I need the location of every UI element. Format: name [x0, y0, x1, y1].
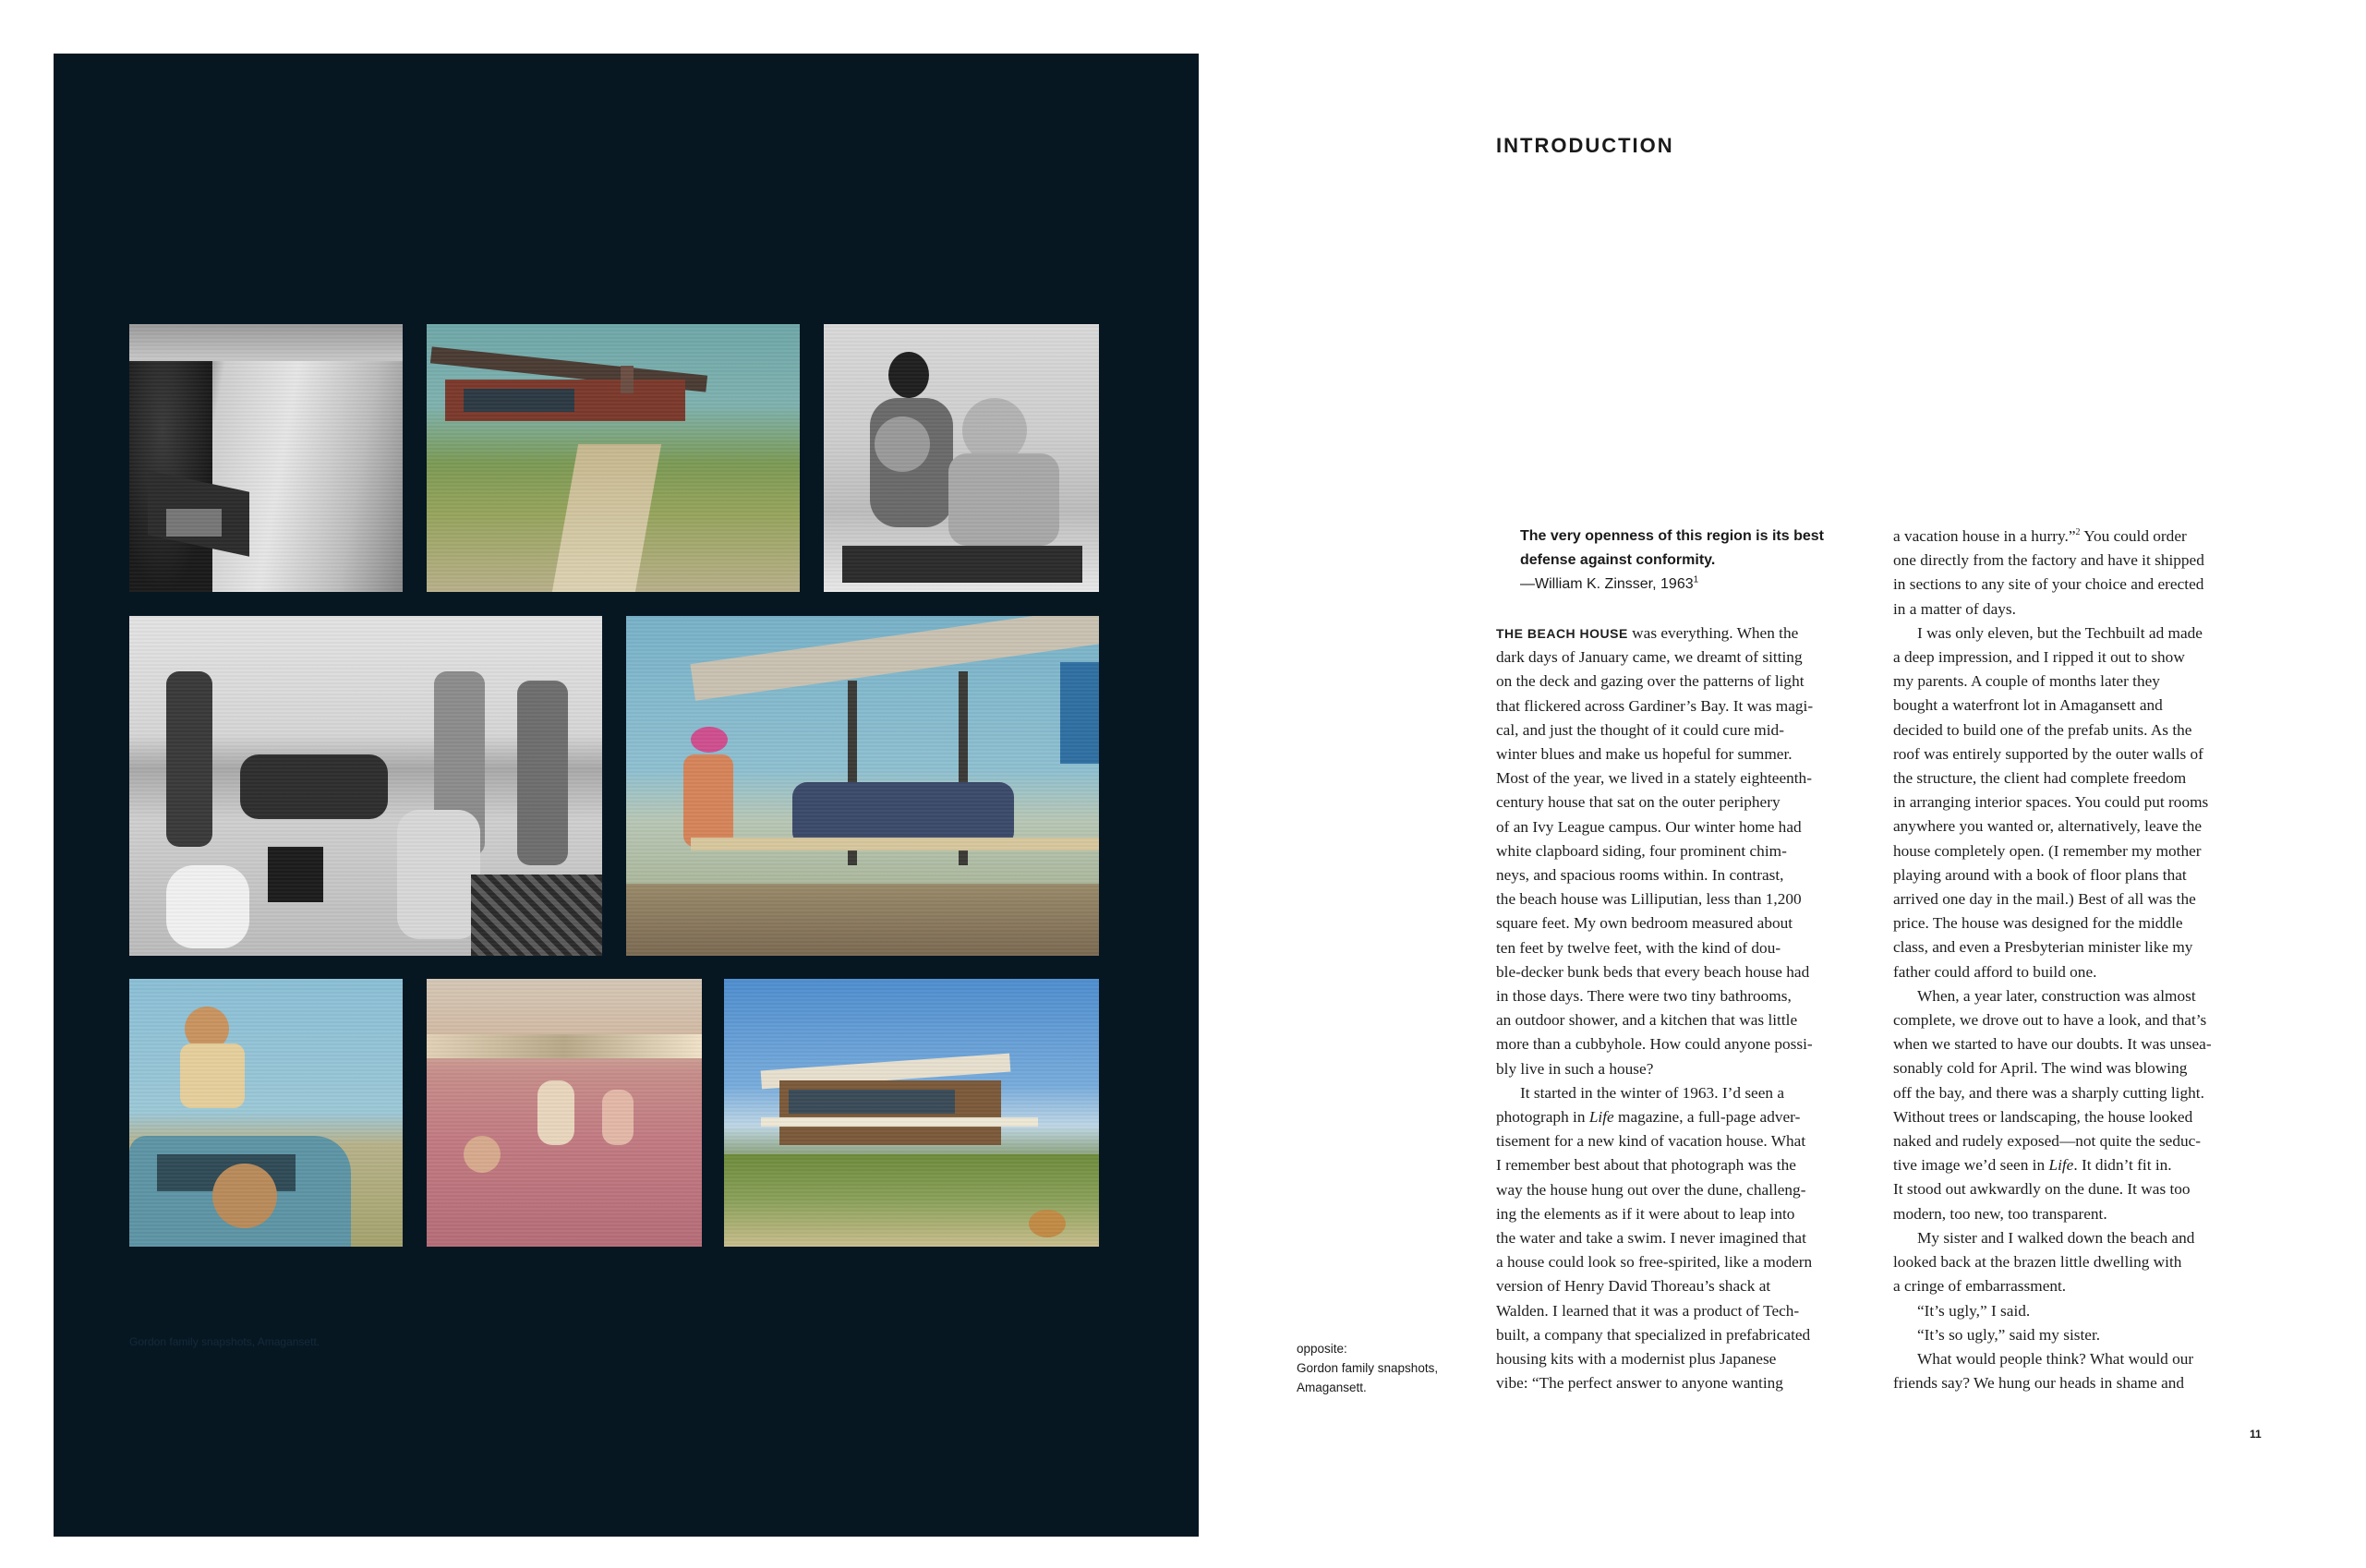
text-line: It stood out awkwardly on the dune. It was too	[1893, 1180, 2191, 1199]
text-line: I remember best about that photograph was the	[1496, 1156, 1796, 1175]
text-line: ing the elements as if it were about to leap into	[1496, 1204, 1795, 1223]
text-line: I was only eleven, but the Techbuilt ad made	[1917, 623, 2203, 642]
text-line: ten feet by twelve feet, with the kind of dou-	[1496, 938, 1781, 957]
text-line: photograph in Life magazine, a full-page adver-	[1496, 1108, 1801, 1127]
text-line: sonably cold for April. The wind was blowing	[1893, 1059, 2188, 1078]
epigraph-attribution: —William K. Zinsser, 1963$^1$	[1520, 574, 1699, 592]
photo-bw-beach-picnic	[129, 616, 602, 956]
text-line: “It’s so ugly,” said my sister.	[1917, 1325, 2101, 1344]
text-line: that flickered across Gardiner’s Bay. It was magi-	[1496, 696, 1814, 715]
text-line: It started in the winter of 1963. I’d seen a	[1520, 1083, 1785, 1102]
text-line: way the house hung out over the dune, challeng-	[1496, 1180, 1806, 1199]
text-line: century house that sat on the outer periphery	[1496, 793, 1781, 812]
text-line: Without trees or landscaping, the house looked	[1893, 1107, 2193, 1126]
side-caption-line-2: Amagansett.	[1297, 1381, 1367, 1394]
text-line: my parents. A couple of months later they	[1893, 672, 2160, 691]
text-line: ble-decker bunk beds that every beach house had	[1496, 962, 1810, 981]
text-line: Walden. I learned that it was a product of Tech-	[1496, 1301, 1800, 1320]
text-line: when we started to have our doubts. It was unsea-	[1893, 1035, 2212, 1054]
text-line: cal, and just the thought of it could cure mid-	[1496, 720, 1784, 739]
text-line: roof was entirely supported by the outer walls of	[1893, 744, 2203, 763]
text-line: neys, and spacious rooms within. In contrast,	[1496, 866, 1784, 885]
text-line: playing around with a book of floor plans that	[1893, 865, 2187, 884]
body-text-column-left	[1496, 621, 1893, 1396]
text-line: house completely open. (I remember my mother	[1893, 841, 2202, 860]
text-line: off the bay, and there was a sharply cutting light.	[1893, 1083, 2204, 1102]
text-line: in arranging interior spaces. You could put rooms	[1893, 793, 2209, 812]
epigraph-quote-line-2: defense against conformity.	[1520, 552, 1716, 568]
photo-color-house-side-view	[724, 979, 1099, 1247]
text-line: an outdoor shower, and a kitchen that was little	[1496, 1011, 1798, 1030]
text-line: When, a year later, construction was almost	[1917, 986, 2196, 1005]
page-number: 11	[2250, 1428, 2262, 1441]
epigraph	[1520, 525, 1871, 597]
text-line: vibe: “The perfect answer to anyone wanting	[1496, 1374, 1783, 1393]
text-line: in a matter of days.	[1893, 599, 2016, 618]
text-line: anywhere you wanted or, alternatively, leave the	[1893, 817, 2203, 836]
text-line: version of Henry David Thoreau’s shack at	[1496, 1277, 1771, 1296]
footnote-marker: 1	[1693, 574, 1699, 585]
epigraph-quote-line-1: The very openness of this region is its best	[1520, 528, 1824, 544]
text-line: square feet. My own bedroom measured about	[1496, 914, 1793, 933]
text-line: bought a waterfront lot in Amagansett and	[1893, 696, 2163, 715]
lead-in: THE BEACH HOUSE	[1496, 626, 1628, 641]
page-heading: INTRODUCTION	[1496, 134, 1674, 157]
text-line: price. The house was designed for the middle	[1893, 914, 2183, 933]
text-line: a cringe of embarrassment.	[1893, 1277, 2067, 1296]
text-line: father could afford to build one.	[1893, 962, 2097, 981]
text-line: dark days of January came, we dreamt of sitting	[1496, 648, 1803, 667]
text-line: tisement for a new kind of vacation house. What	[1496, 1132, 1806, 1151]
text-line: on the deck and gazing over the patterns of light	[1496, 672, 1805, 691]
text-line: complete, we drove out to have a look, and that’s	[1893, 1011, 2207, 1030]
text-line: THE BEACH HOUSE was everything. When the	[1496, 624, 1799, 642]
text-line: friends say? We hung our heads in shame and	[1893, 1374, 2185, 1393]
photo-spread-page	[54, 54, 1199, 1537]
text-line: a house could look so free-spirited, like a modern	[1496, 1253, 1813, 1272]
text-line: white clapboard siding, four prominent chim-	[1496, 841, 1787, 860]
photo-color-boy-on-car	[129, 979, 403, 1247]
photo-color-children-wading	[427, 979, 702, 1247]
body-text-column-right	[1893, 525, 2290, 1395]
text-line: decided to build one of the prefab units. As the	[1893, 720, 2192, 739]
text-line: looked back at the brazen little dwelling with	[1893, 1253, 2182, 1272]
text-line: more than a cubbyhole. How could anyone possi-	[1496, 1035, 1813, 1054]
text-line: in those days. There were two tiny bathrooms,	[1496, 987, 1792, 1006]
text-line: modern, too new, too transparent.	[1893, 1204, 2107, 1223]
text-line: the water and take a swim. I never imagined that	[1496, 1229, 1806, 1248]
photo-bw-mother-children	[824, 324, 1099, 592]
text-line: in sections to any site of your choice and erected	[1893, 575, 2204, 594]
text-line: of an Ivy League campus. Our winter home had	[1496, 817, 1802, 836]
text-line: a vacation house in a hurry.”$^2$ You could order	[1893, 527, 2187, 545]
side-caption-label: opposite:	[1297, 1342, 1347, 1356]
text-line: My sister and I walked down the beach and	[1917, 1228, 2195, 1247]
side-caption-line-1: Gordon family snapshots,	[1297, 1361, 1439, 1375]
text-line: built, a company that specialized in prefabricated	[1496, 1325, 1811, 1344]
text-line: arrived one day in the mail.) Best of all was the	[1893, 890, 2196, 909]
text-line: housing kits with a modernist plus Japanese	[1496, 1350, 1777, 1369]
text-line: Most of the year, we lived in a stately eighteenth-	[1496, 769, 1812, 788]
side-caption	[1297, 1339, 1463, 1397]
text-line: What would people think? What would our	[1917, 1349, 2194, 1368]
photo-color-house-on-dune	[427, 324, 800, 592]
text-line: the structure, the client had complete freedom	[1893, 769, 2187, 788]
text-line: one directly from the factory and have it shipped	[1893, 551, 2204, 570]
text-line: tive image we’d seen in Life. It didn’t fit in.	[1893, 1156, 2172, 1175]
text-line: “It’s ugly,” I said.	[1917, 1301, 2031, 1320]
text-line: a deep impression, and I ripped it out to show	[1893, 648, 2185, 667]
text-line: class, and even a Presbyterian minister like my	[1893, 938, 2193, 957]
text-line: bly live in such a house?	[1496, 1059, 1654, 1078]
text-line: naked and rudely exposed—not quite the seduc-	[1893, 1132, 2202, 1151]
footnote-marker: 2	[2075, 527, 2081, 538]
text-line: winter blues and make us hopeful for summer.	[1496, 745, 1793, 764]
photo-bw-dune-cottage	[129, 324, 403, 592]
text-line: the beach house was Lilliputian, less than 1,200	[1496, 890, 1802, 909]
faint-photo-caption: Gordon family snapshots, Amagansett.	[129, 1335, 320, 1348]
photo-color-deck-gathering	[626, 616, 1099, 956]
